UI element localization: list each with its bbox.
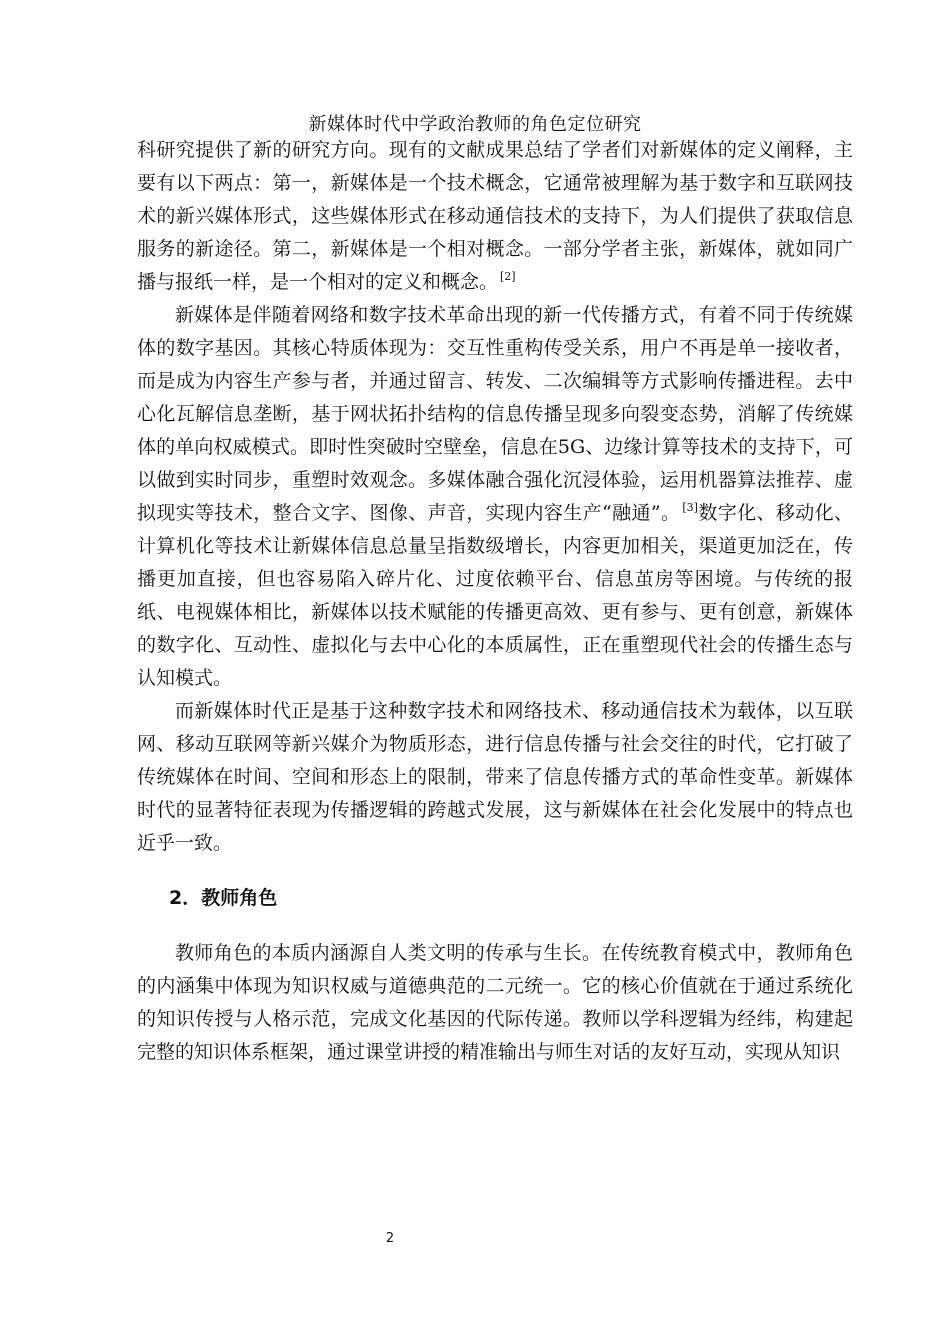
paragraph-continued	[137, 134, 853, 299]
paragraph-teacher-role	[137, 937, 853, 1069]
paragraph-text: 新媒体是伴随着网络和数字技术革命出现的新一代传播方式，有着不同于传统媒体的数字基因。其核心特质体现为：交互性重构传受关系，用户不再是单一接收者，而是成为内容生产参与者，并通过留言、转发、二次编辑等方式影响传播进程。去中心化瓦解信息垄断，基于网状拓扑结构的信息传播呈现多向裂变态势，消解了传统媒体的单向权威模式。即时性突破时空壁垒，信息在5G、边缘计算等技术的支持下，可以做到实时同步，重塑时效观念。多媒体融合强化沉浸体验，运用机器算法推荐、虚拟现实等技术，整合文字、图像、声音，实现内容生产“融通”。	[137, 304, 853, 524]
running-header-title: 新媒体时代中学政治教师的角色定位研究	[308, 114, 642, 135]
section-heading-teacher-role: 2．教师角色	[169, 887, 278, 909]
paragraph-text: 而新媒体时代正是基于这种数字技术和网络技术、移动通信技术为载体，以互联网、移动互联网等新兴媒介为物质形态，进行信息传播与社会交往的时代，它打破了传统媒体在时间、空间和形态上的限制，带来了信息传播方式的革命性变革。新媒体时代的显著特征表现为传播逻辑的跨越式发展，这与新媒体在社会化发展中的特点也近乎一致。	[137, 700, 853, 854]
paragraph-text: 科研究提供了新的研究方向。现有的文献成果总结了学者们对新媒体的定义阐释，主要有以下两点：第一，新媒体是一个技术概念，它通常被理解为基于数字和互联网技术的新兴媒体形式，这些媒体形式在移动通信技术的支持下，为人们提供了获取信息服务的新途径。第二，新媒体是一个相对概念。一部分学者主张，新媒体，就如同广播与报纸一样，是一个相对的定义和概念。	[137, 139, 853, 293]
paragraph-new-media-era	[137, 695, 853, 860]
paragraph-text: 数字化、移动化、计算机化等技术让新媒体信息总量呈指数级增长，内容更加相关，渠道更加泛在，传播更加直接，但也容易陷入碎片化、过度依赖平台、信息茧房等困境。与传统的报纸、电视媒体相比，新媒体以技术赋能的传播更高效、更有参与、更有创意，新媒体的数字化、互动性、虚拟化与去中心化的本质属性，正在重塑现代社会的传播生态与认知模式。	[137, 502, 853, 689]
citation-2: [2]	[500, 270, 516, 284]
paragraph-text: 教师角色的本质内涵源自人类文明的传承与生长。在传统教育模式中，教师角色的内涵集中体现为知识权威与道德典范的二元统一。它的核心价值就在于通过系统化的知识传授与人格示范，完成文化基因的代际传递。教师以学科逻辑为经纬，构建起完整的知识体系框架，通过课堂讲授的精准输出与师生对话的友好互动，实现从知识	[137, 942, 853, 1063]
paragraph-new-media-traits	[137, 299, 853, 695]
citation-3: [3]	[682, 501, 698, 515]
body-text	[137, 134, 853, 1069]
page-number: 2	[385, 1231, 395, 1246]
